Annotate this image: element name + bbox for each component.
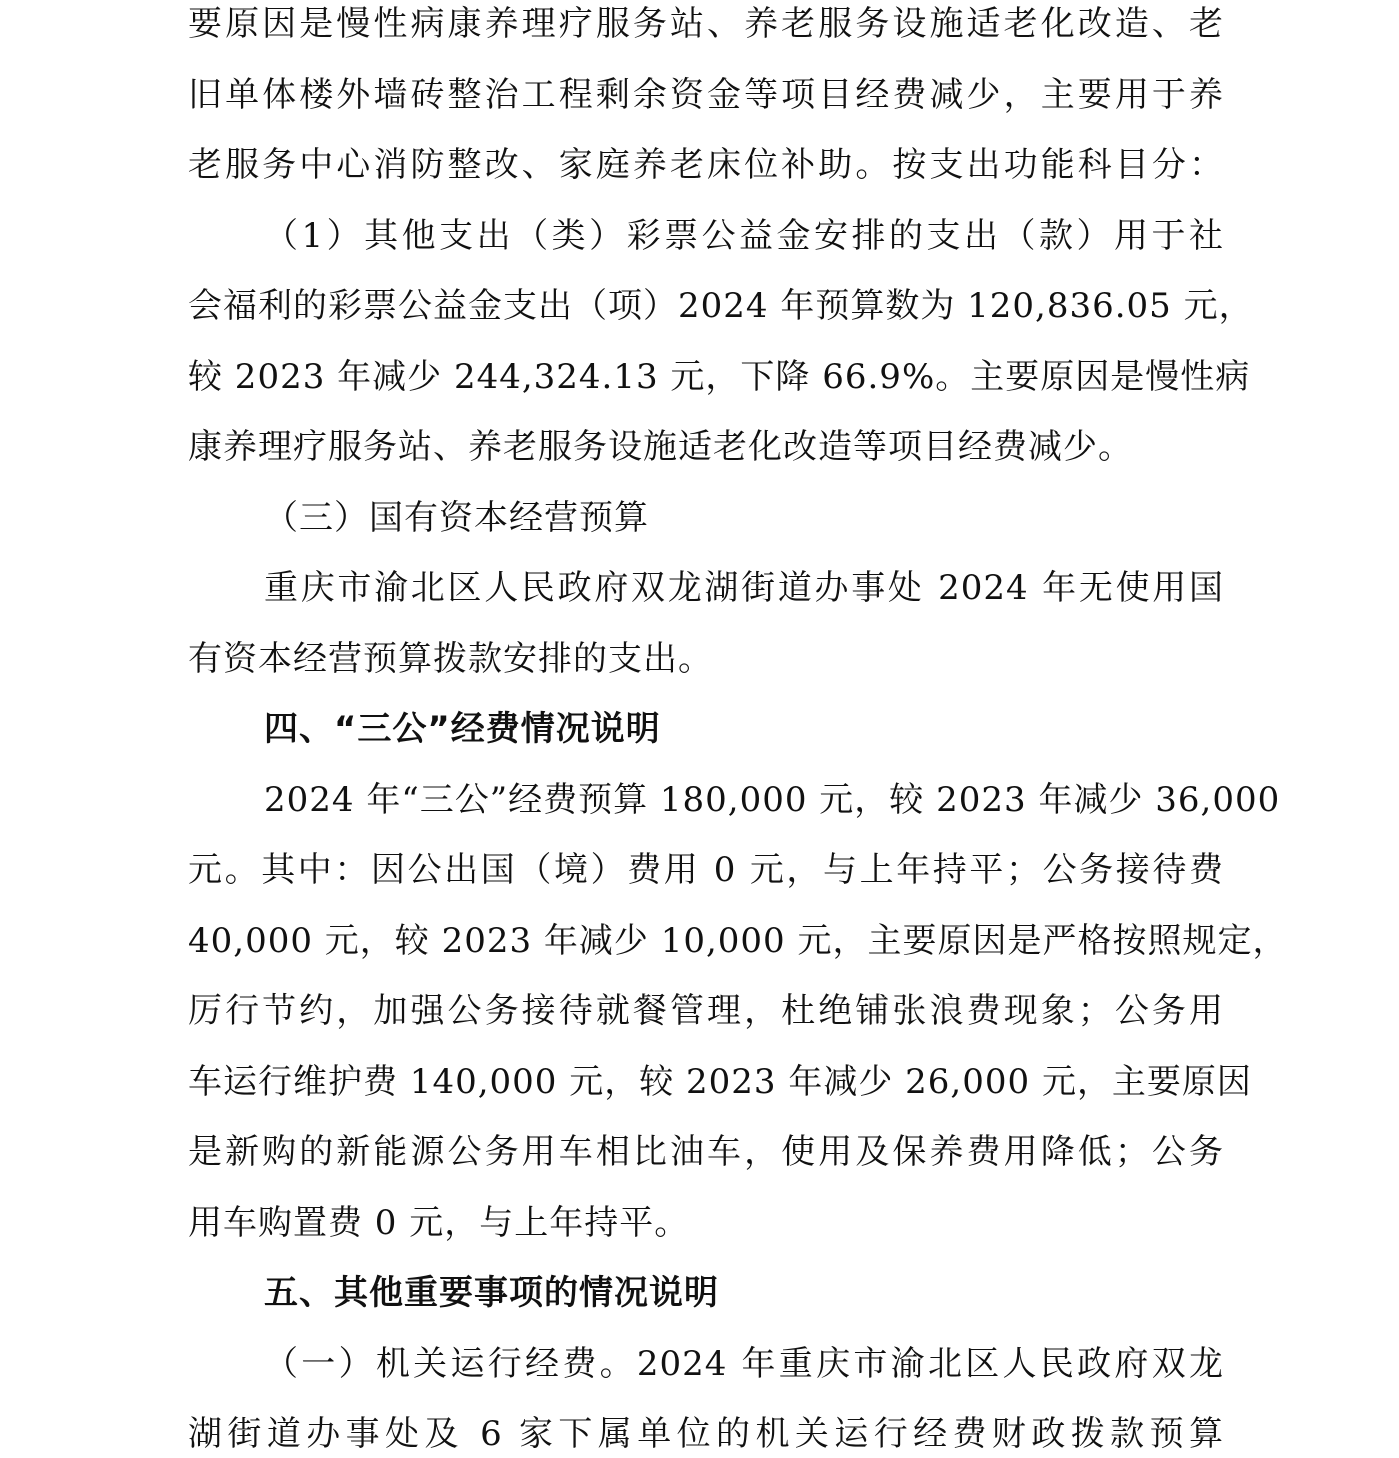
body-text-line: 康养理疗服务站、养老服务设施适老化改造等项目经费减少。 — [188, 427, 1133, 467]
body-text-line: （一）机关运行经费。2024 年重庆市渝北区人民政府双龙 — [264, 1344, 1224, 1384]
body-text-line: 老服务中心消防整改、家庭养老床位补助。按支出功能科目分： — [188, 145, 1224, 185]
body-text-line: 有资本经营预算拨款安排的支出。 — [188, 639, 713, 679]
body-text-line: 40,000 元，较 2023 年减少 10,000 元，主要原因是严格按照规定， — [188, 921, 1288, 961]
section-heading: 五、其他重要事项的情况说明 — [264, 1273, 719, 1313]
body-text-line: 是新购的新能源公务用车相比油车，使用及保养费用降低；公务 — [188, 1132, 1224, 1172]
body-text-line: 旧单体楼外墙砖整治工程剩余资金等项目经费减少，主要用于养 — [188, 75, 1224, 115]
body-text-line: 会福利的彩票公益金支出（项）2024 年预算数为 120,836.05 元， — [188, 286, 1254, 326]
body-text-line: 湖街道办事处及 6 家下属单位的机关运行经费财政拨款预算 — [188, 1414, 1224, 1454]
body-text-line: 2024 年“三公”经费预算 180,000 元，较 2023 年减少 36,000 — [264, 780, 1281, 820]
body-text-line: 用车购置费 0 元，与上年持平。 — [188, 1203, 690, 1243]
body-text-line: （1）其他支出（类）彩票公益金安排的支出（款）用于社 — [264, 216, 1224, 256]
body-text-line: 厉行节约，加强公务接待就餐管理，杜绝铺张浪费现象；公务用 — [188, 991, 1224, 1031]
body-text-line: 要原因是慢性病康养理疗服务站、养老服务设施适老化改造、老 — [188, 4, 1224, 44]
section-heading: 四、“三公”经费情况说明 — [264, 709, 661, 749]
body-text-line: 较 2023 年减少 244,324.13 元，下降 66.9%。主要原因是慢性病 — [188, 357, 1251, 397]
body-text-line: 元。其中：因公出国（境）费用 0 元，与上年持平；公务接待费 — [188, 850, 1224, 890]
body-text-line: 重庆市渝北区人民政府双龙湖街道办事处 2024 年无使用国 — [264, 568, 1224, 608]
body-text-line: 车运行维护费 140,000 元，较 2023 年减少 26,000 元，主要原因 — [188, 1062, 1252, 1102]
subsection-heading: （三）国有资本经营预算 — [264, 498, 649, 538]
